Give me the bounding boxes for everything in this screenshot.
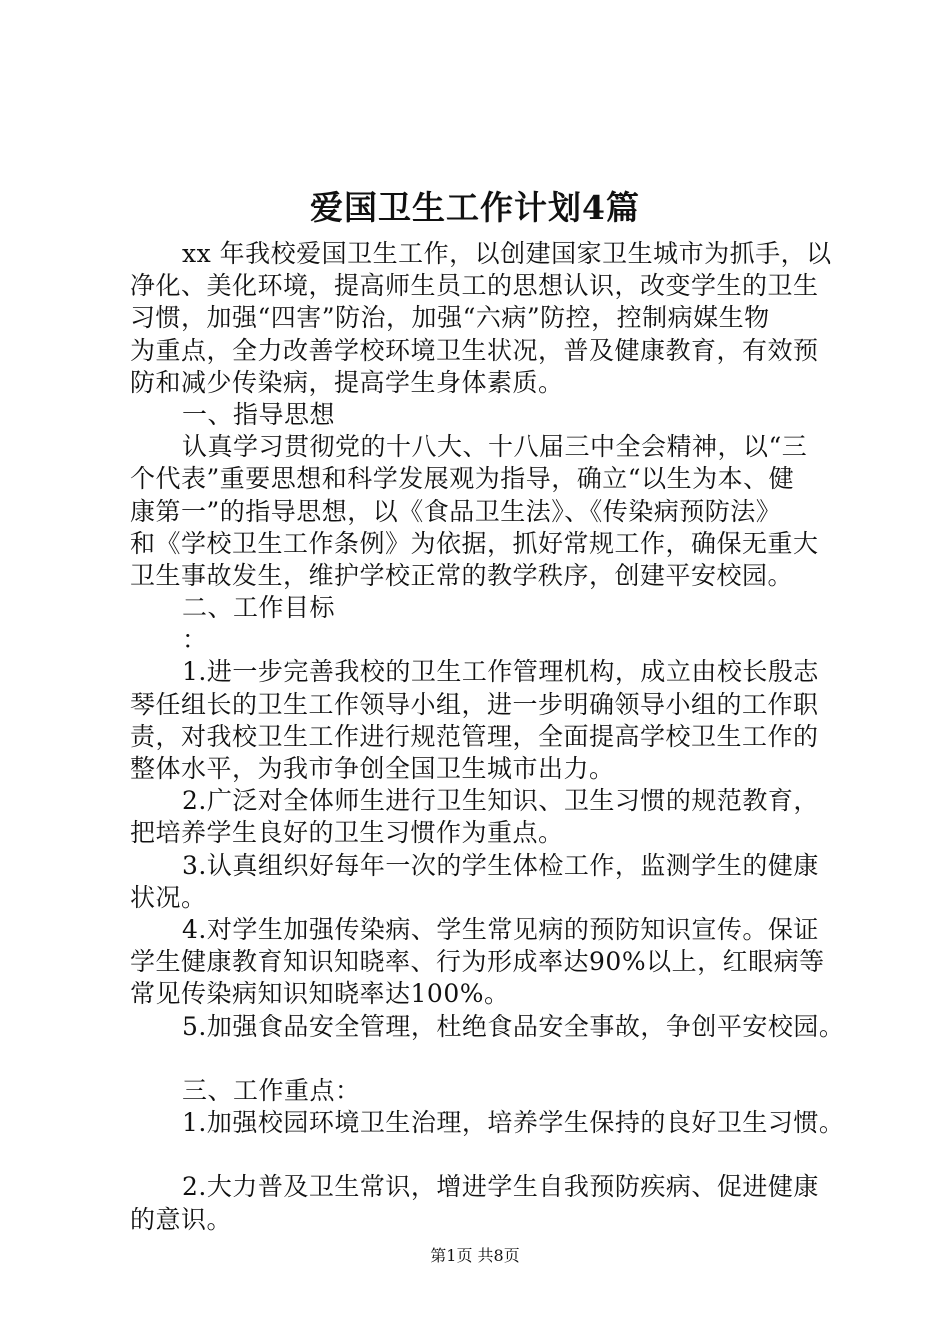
list-item-line: 5.加强食品安全管理，杜绝食品安全事故，争创平安校园。 <box>182 1011 845 1041</box>
paragraph-line: 防和减少传染病，提高学生身体素质。 <box>130 367 564 397</box>
section-heading: 二、工作目标 <box>182 593 336 623</box>
list-item-line: 状况。 <box>130 882 207 912</box>
paragraph-line: 习惯，加强“四害”防治，加强“六病”防控，控制病媒生物 <box>130 303 770 333</box>
list-item-line: 把培养学生良好的卫生习惯作为重点。 <box>130 818 564 848</box>
paragraph-line: 净化、美化环境，提高师生员工的思想认识，改变学生的卫生 <box>130 271 819 301</box>
document-title: 爱国卫生工作计划4篇 <box>310 188 640 227</box>
paragraph-line: xx 年我校爱国卫生工作，以创建国家卫生城市为抓手，以 <box>182 239 832 268</box>
list-item-line: 整体水平，为我市争创全国卫生城市出力。 <box>130 754 615 783</box>
page-footer: 第1页 共8页 <box>430 1246 520 1265</box>
paragraph-line: 个代表”重要思想和科学发展观为指导，确立“以生为本、健 <box>130 464 795 494</box>
paragraph-line: 为重点，全力改善学校环境卫生状况，普及健康教育，有效预 <box>130 335 819 365</box>
document-body <box>130 238 845 1236</box>
list-item-line: 4.对学生加强传染病、学生常见病的预防知识宣传。保证 <box>182 914 819 944</box>
list-item-line: 常见传染病知识知晓率达100%。 <box>130 979 510 1009</box>
blank-line <box>130 1043 835 1075</box>
list-item-line: 琴任组长的卫生工作领导小组，进一步明确领导小组的工作职 <box>130 689 819 719</box>
paragraph-line: 康第一”的指导思想，以《食品卫生法》、《传染病预防法》 <box>130 496 782 526</box>
list-item-line: 责，对我校卫生工作进行规范管理，全面提高学校卫生工作的 <box>130 721 819 751</box>
list-item-line: 学生健康教育知识知晓率、行为形成率达90%以上，红眼病等 <box>130 947 825 977</box>
list-item-line: 的意识。 <box>130 1204 233 1234</box>
list-item-line: 1.加强校园环境卫生治理，培养学生保持的良好卫生习惯。 <box>182 1108 845 1138</box>
paragraph-line: 认真学习贯彻党的十八大、十八届三中全会精神，以“三 <box>182 432 808 462</box>
blank-line <box>130 1139 835 1171</box>
paragraph-line: ： <box>182 625 208 655</box>
list-item-line: 2.广泛对全体师生进行卫生知识、卫生习惯的规范教育， <box>182 786 819 816</box>
list-item-line: 2.大力普及卫生常识，增进学生自我预防疾病、促进健康 <box>182 1172 819 1202</box>
section-heading: 三、工作重点： <box>182 1075 361 1105</box>
paragraph-line: 和《学校卫生工作条例》为依据，抓好常规工作，确保无重大 <box>130 528 819 558</box>
paragraph-line: 卫生事故发生，维护学校正常的教学秩序，创建平安校园。 <box>130 560 794 590</box>
section-heading: 一、指导思想 <box>182 399 336 429</box>
list-item-line: 1.进一步完善我校的卫生工作管理机构，成立由校长殷志 <box>182 657 819 687</box>
list-item-line: 3.认真组织好每年一次的学生体检工作，监测学生的健康 <box>182 850 819 880</box>
